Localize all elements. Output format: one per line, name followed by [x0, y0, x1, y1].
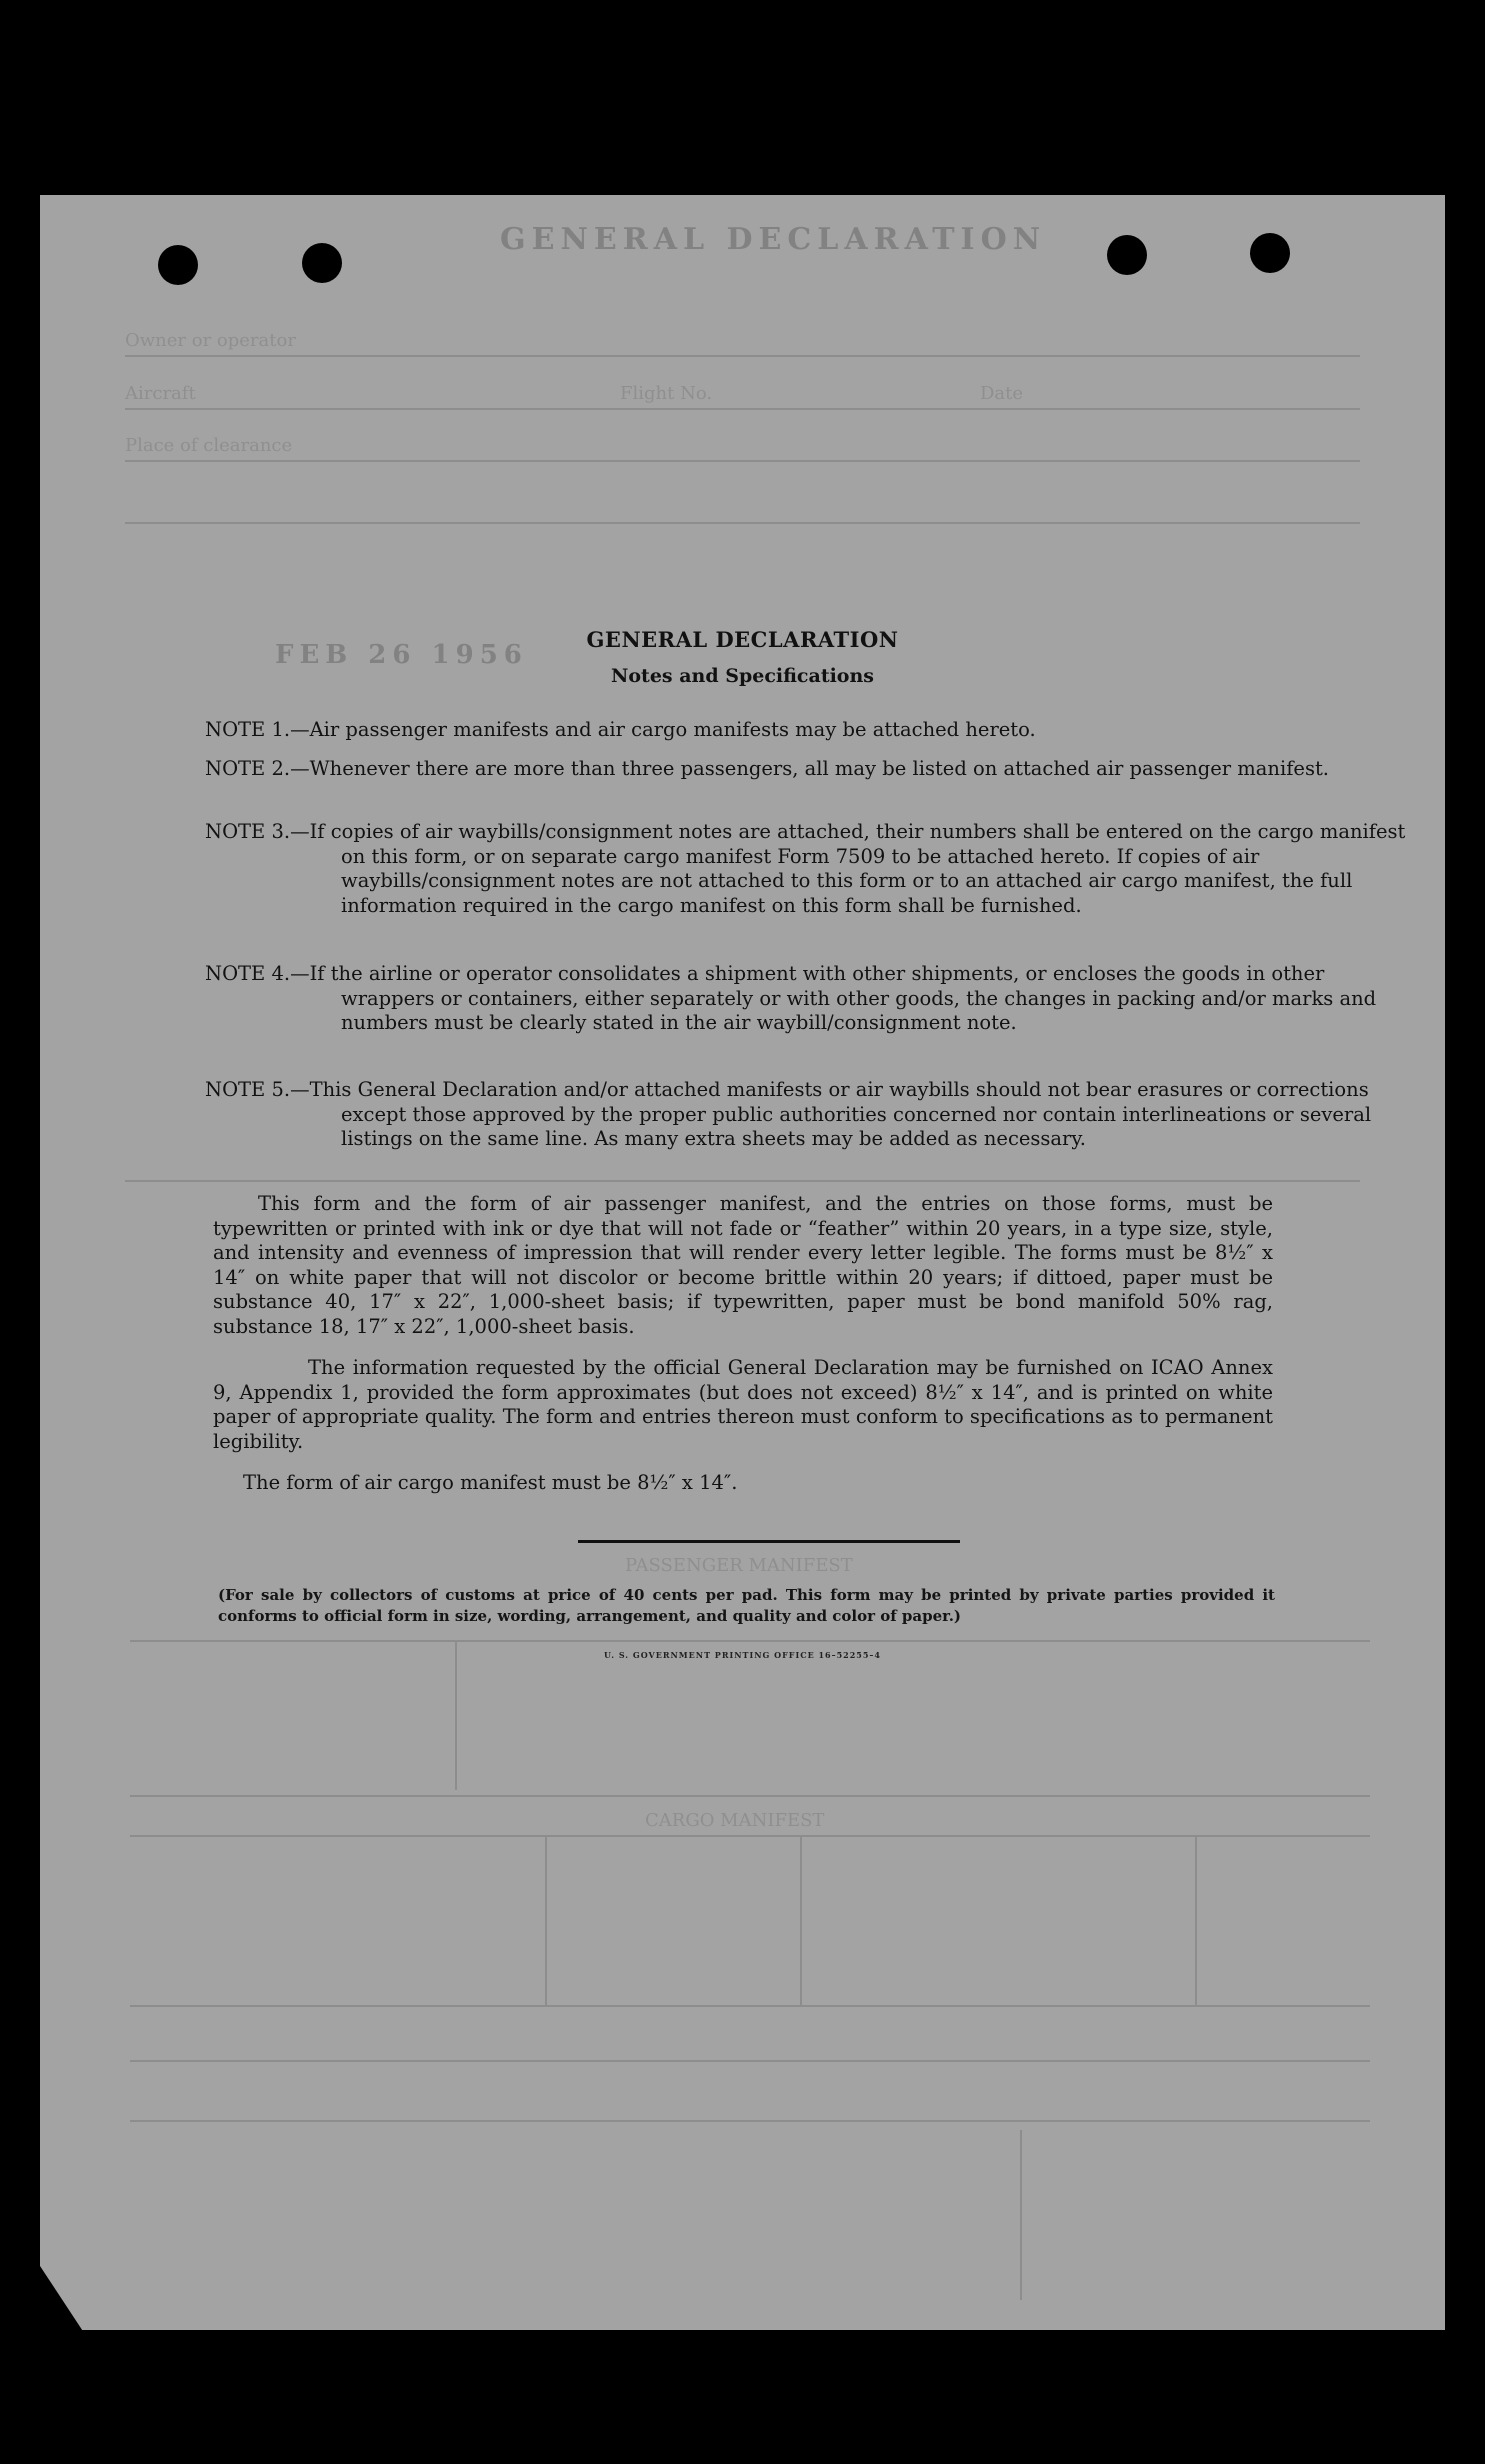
bleed-through-line [125, 408, 1360, 410]
bleed-through-heading: GENERAL DECLARATION [500, 222, 1047, 257]
page-title: GENERAL DECLARATION [586, 627, 899, 652]
note-4 [205, 962, 1406, 1036]
bleed-through-line [130, 2005, 1370, 2007]
bleed-through-line [125, 1180, 1360, 1182]
bleed-through-line [1195, 1835, 1197, 2005]
bleed-through-flight: Flight No. [620, 383, 713, 404]
note-text: —If the airline or operator consolidates a shipment with other shipments, or encloses the goods in other wrappers or containers, either separately or with other goods, the changes in packing and/or marks and numbers must be clearly stated in the air waybill/consignment note. [290, 962, 1377, 1034]
bleed-through-line [130, 2120, 1370, 2122]
note-text: —If copies of air waybills/consignment notes are attached, their numbers shall be entered on the cargo manifest on this form, or on separate cargo manifest Form 7509 to be attached hereto. If copies of air waybills/consignment notes are not attached to this form or to an attached air cargo manifest, the full information required in the cargo manifest on this form shall be furnished. [290, 820, 1406, 917]
paragraph-form-requirements: This form and the form of air passenger manifest, and the entries on those forms, must be typewritten or printed with ink or dye that will not fade or “feather” within 20 years, in a type size, style, and intensity and evenness of impression that will render every letter legible. The forms must be 8½″ x 14″ on white paper that will not discolor or become brittle within 20 years; if dittoed, paper must be substance 40, 17″ x 22″, 1,000-sheet basis; if typewritten, paper must be bond manifold 50% rag, substance 18, 17″ x 22″, 1,000-sheet basis. [213, 1192, 1273, 1338]
bleed-through-cargo-manifest: CARGO MANIFEST [645, 1810, 825, 1831]
note-3 [205, 820, 1406, 918]
bleed-through-line [130, 1835, 1370, 1837]
bleed-through-line [125, 460, 1360, 462]
bleed-through-line [130, 2060, 1370, 2062]
paragraph-icao: The information requested by the official General Declaration may be furnished on ICAO Annex 9, Appendix 1, provided the form approximates (but does not exceed) 8½″ x 14″, and is printed on white paper of appropriate quality. The form and entries thereon must conform to specifications as to permanent legibility. [213, 1356, 1273, 1453]
bleed-through-line [130, 1795, 1370, 1797]
note-2 [205, 757, 1406, 782]
page-subtitle: Notes and Specifications [611, 665, 874, 687]
bleed-through-line [130, 1640, 1370, 1642]
note-label: NOTE 4. [205, 962, 291, 985]
note-label: NOTE 1. [205, 718, 291, 741]
bleed-through-line [125, 355, 1360, 357]
bleed-through-passenger-manifest: PASSENGER MANIFEST [625, 1555, 853, 1576]
punch-hole [1250, 233, 1290, 273]
note-label: NOTE 5. [205, 1078, 291, 1101]
bleed-through-line [1020, 2130, 1022, 2300]
note-text: —This General Declaration and/or attached manifests or air waybills should not bear erasures or corrections except those approved by the proper public authorities concerned nor contain interlineations or several listings on the same line. As many extra sheets may be added as necessary. [290, 1078, 1372, 1150]
bleed-through-owner: Owner or operator [125, 330, 296, 351]
note-label: NOTE 2. [205, 757, 291, 780]
bleed-through-place: Place of clearance [125, 435, 293, 456]
note-1 [205, 718, 1406, 743]
printing-office-imprint: U. S. GOVERNMENT PRINTING OFFICE 16–52255–4 [604, 1650, 881, 1660]
note-5 [205, 1078, 1406, 1152]
note-label: NOTE 3. [205, 820, 291, 843]
bleed-through-stamp: FEB 26 1956 [275, 640, 528, 670]
note-text: —Whenever there are more than three passengers, all may be listed on attached air passenger manifest. [290, 757, 1329, 780]
bleed-through-line [800, 1835, 802, 2005]
sale-note: (For sale by collectors of customs at price of 40 cents per pad. This form may be printed by private parties provided it conforms to official form in size, wording, arrangement, and quality and color of paper.) [218, 1586, 1275, 1625]
bleed-through-aircraft: Aircraft [125, 383, 196, 404]
bleed-through-line [545, 1835, 547, 2005]
bleed-through-line [455, 1640, 457, 1790]
punch-hole [158, 245, 198, 285]
punch-hole [302, 243, 342, 283]
divider [578, 1540, 960, 1543]
bleed-through-line [125, 522, 1360, 524]
paragraph-cargo-manifest-size: The form of air cargo manifest must be 8½″ x 14″. [243, 1471, 738, 1494]
note-text: —Air passenger manifests and air cargo manifests may be attached hereto. [290, 718, 1036, 741]
punch-hole [1107, 235, 1147, 275]
bleed-through-date: Date [980, 383, 1024, 404]
